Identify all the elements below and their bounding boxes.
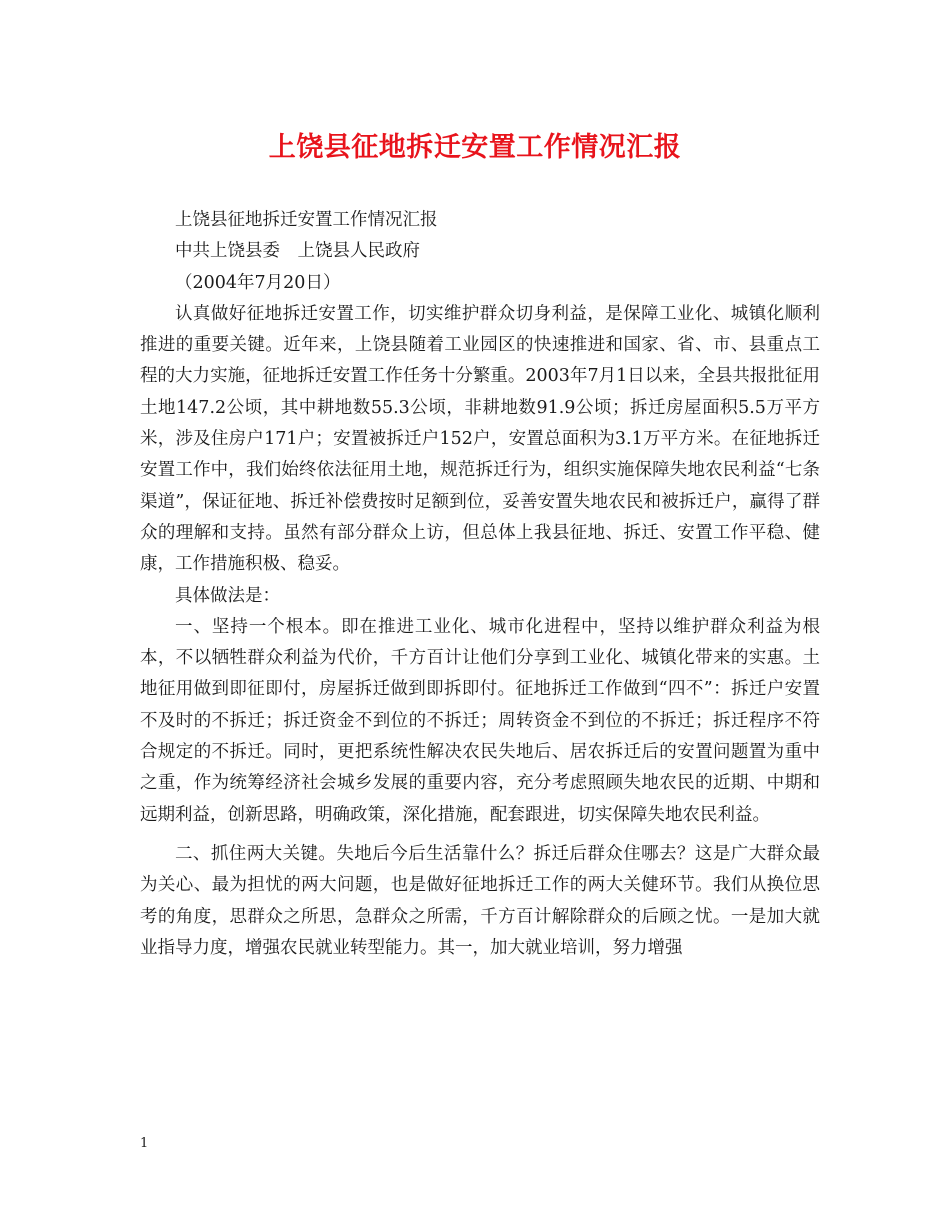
section-one-paragraph: 一、坚持一个根本。即在推进工业化、城市化进程中，坚持以维护群众利益为根本，不以牺牲群众利益为代价，千方百计让他们分享到工业化、城镇化带来的实惠。土地征用做到即征即付，房屋拆迁做到即拆即付。征地拆迁工作做到“四不”：拆迁户安置不及时的不拆迁；拆迁资金不到位的不拆迁；周转资金不到位的不拆迁；拆迁程序不符合规定的不拆迁。同时，更把系统性解决农民失地后、居农拆迁后的安置问题置为重中之重，作为统筹经济社会城乡发展的重要内容，充分考虑照顾失地农民的近期、中期和远期利益，创新思路，明确政策，深化措施，配套跟进，切实保障失地农民利益。: [140, 616, 820, 825]
intro-paragraph: 认真做好征地拆迁安置工作，切实维护群众切身利益，是保障工业化、城镇化顺利推进的重要关键。近年来，上饶县随着工业园区的快速推进和国家、省、市、县重点工程的大力实施，征地拆迁安置工作任务十分繁重。2003年7月1日以来，全县共报批征用土地147.2公顷，其中耕地数55.3公顷，非耕地数91.9公顷；拆迁房屋面积5.5万平方米，涉及住房户171户；安置被拆迁户152户，安置总面积为3.1万平方米。在征地拆迁安置工作中，我们始终依法征用土地，规范拆迁行为，组织实施保障失地农民利益“七条渠道”，保证征地、拆迁补偿费按时足额到位，妥善安置失地农民和被拆迁户，赢得了群众的理解和支持。虽然有部分群众上访，但总体上我县征地、拆迁、安置工作平稳、健康，工作措施积极、稳妥。: [140, 303, 820, 575]
date-line: （2004年7月20日）: [175, 272, 341, 293]
methods-heading: 具体做法是：: [175, 585, 280, 606]
document-body: [140, 205, 820, 964]
subtitle-line: 上饶县征地拆迁安置工作情况汇报: [175, 210, 438, 230]
author-line: 中共上饶县委 上饶县人民政府: [175, 241, 420, 262]
page-number: 1: [140, 1136, 149, 1151]
document-title: 上饶县征地拆迁安置工作情况汇报: [268, 132, 682, 163]
section-two-paragraph: 二、抓住两大关键。失地后今后生活靠什么？拆迁后群众住哪去？这是广大群众最为关心、最为担忧的两大问题，也是做好征地拆迁工作的两大关健环节。我们从换位思考的角度，思群众之所思，急群众之所需，千方百计解除群众的后顾之忧。一是加大就业指导力度，增强农民就业转型能力。其一，加大就业培训，努力增强: [140, 843, 820, 958]
